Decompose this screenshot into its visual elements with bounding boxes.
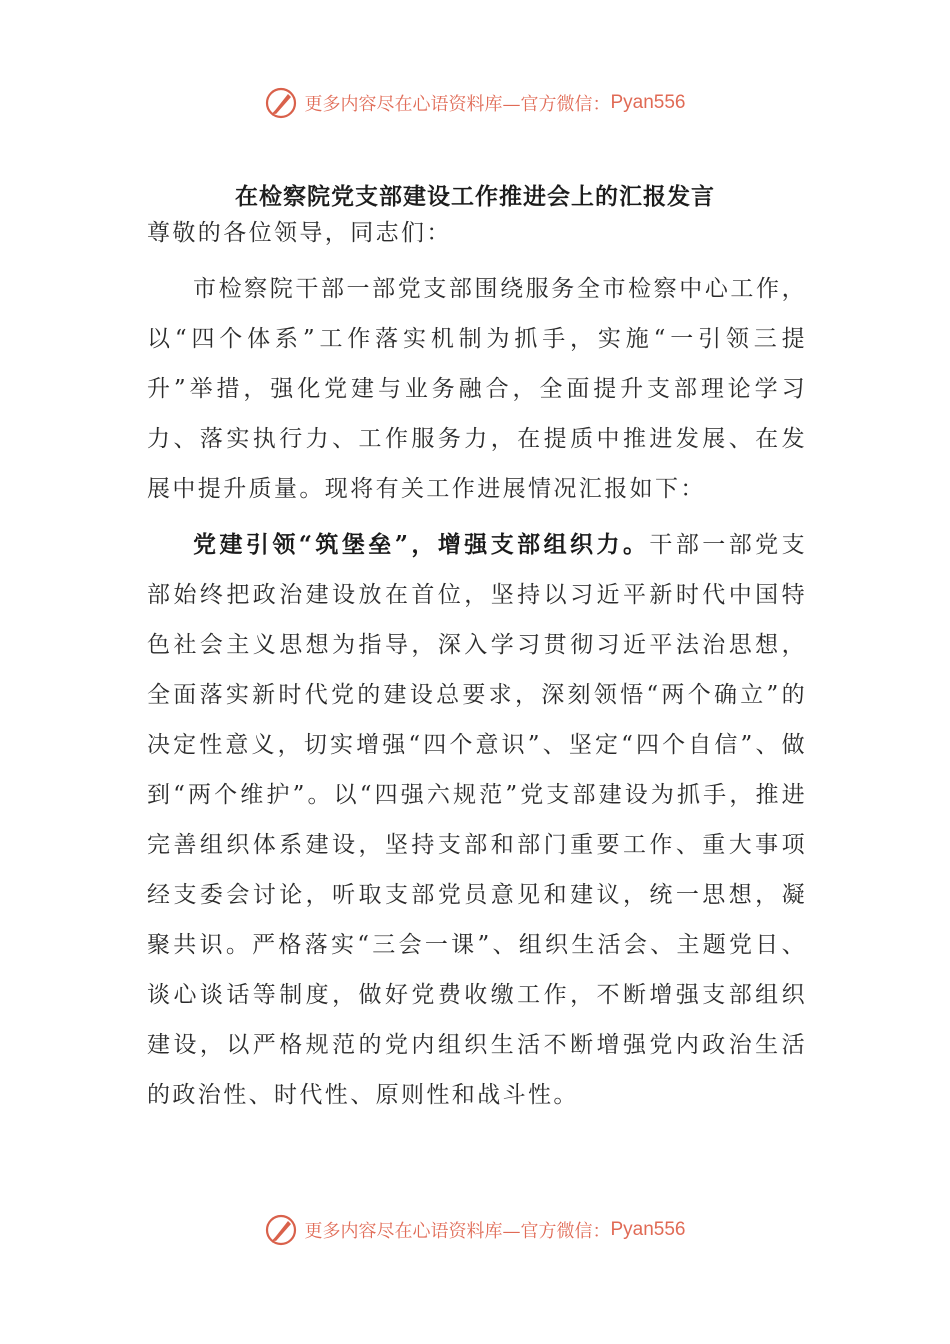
quill-logo-icon <box>264 86 298 120</box>
wechat-id: Pyan556 <box>610 92 686 113</box>
section-body: 干部一部党支部始终把政治建设放在首位，坚持以习近平新时代中国特色社会主义思想为指导，深入学习贯彻习近平法治思想，全面落实新时代党的建设总要求，深刻领悟“两个确立”的决定性意义，切实增强“四个意识”、坚定“四个自信”、做到“两个维护”。以“四强六规范”党支部建设为抓手，推进完善组织体系建设，坚持支部和部门重要工作、重大事项经支委会讨论，听取支部党员意见和建议，统一思想，凝聚共识。严格落实“三会一课”、组织生活会、主题党日、谈心谈话等制度，做好党费收缴工作，不断增强支部组织建设，以严格规范的党内组织生活不断增强党内政治生活的政治性、时代性、原则性和战斗性。 <box>147 532 807 1108</box>
quill-logo-icon <box>264 1213 298 1247</box>
header-banner <box>0 83 950 123</box>
section-paragraph <box>147 520 807 1120</box>
section-heading: 党建引领“筑堡垒”，增强支部组织力。 <box>193 531 650 558</box>
intro-paragraph: 市检察院干部一部党支部围绕服务全市检察中心工作，以“四个体系”工作落实机制为抓手，实施“一引领三提升”举措，强化党建与业务融合，全面提升支部理论学习力、落实执行力、工作服务力，在提质中推进发展、在发展中提升质量。现将有关工作进展情况汇报如下： <box>147 276 807 502</box>
wechat-id: Pyan556 <box>610 1219 686 1240</box>
document-title: 在检察院党支部建设工作推进会上的汇报发言 <box>235 183 715 210</box>
greeting: 尊敬的各位领导，同志们： <box>147 220 452 246</box>
footer-banner <box>0 1210 950 1250</box>
banner-text: 更多内容尽在心语资料库—官方微信： <box>304 94 611 115</box>
banner-text: 更多内容尽在心语资料库—官方微信： <box>304 1221 611 1242</box>
document-body <box>147 208 807 1120</box>
